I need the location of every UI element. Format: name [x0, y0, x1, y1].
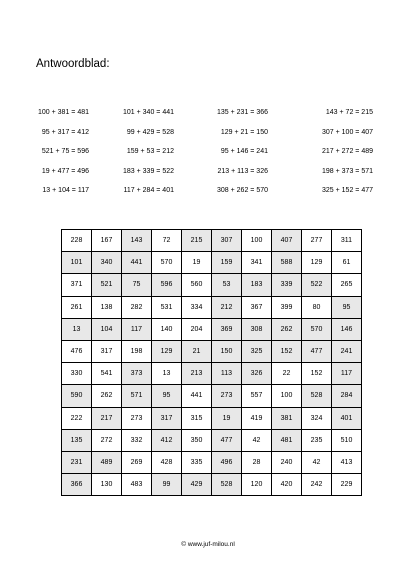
grid-cell: 228	[62, 230, 92, 252]
sum-item: 101 + 340 = 441	[123, 109, 174, 116]
grid-cell: 140	[152, 318, 182, 340]
grid-cell: 273	[212, 385, 242, 407]
grid-cell: 330	[62, 363, 92, 385]
grid-row	[62, 252, 362, 274]
grid-cell: 510	[332, 429, 362, 451]
sum-item: 117 + 284 = 401	[123, 187, 174, 194]
grid-row	[62, 451, 362, 473]
grid-cell: 441	[122, 252, 152, 274]
grid-cell: 273	[122, 407, 152, 429]
grid-cell: 521	[92, 274, 122, 296]
grid-cell: 420	[272, 474, 302, 496]
sum-item: 521 + 75 = 596	[41, 148, 89, 155]
grid-cell: 13	[152, 363, 182, 385]
grid-cell: 150	[212, 340, 242, 362]
grid-cell: 325	[242, 340, 272, 362]
grid-row	[62, 230, 362, 252]
grid-cell: 570	[302, 318, 332, 340]
grid-cell: 204	[182, 318, 212, 340]
grid-cell: 317	[92, 340, 122, 362]
grid-cell: 477	[302, 340, 332, 362]
grid-cell: 19	[212, 407, 242, 429]
grid-cell: 531	[152, 296, 182, 318]
grid-cell: 588	[272, 252, 302, 274]
grid-cell: 371	[62, 274, 92, 296]
grid-cell: 496	[212, 451, 242, 473]
grid-cell: 528	[212, 474, 242, 496]
grid-cell: 476	[62, 340, 92, 362]
grid-cell: 104	[92, 318, 122, 340]
grid-cell: 570	[152, 252, 182, 274]
grid-cell: 366	[62, 474, 92, 496]
grid-cell: 282	[122, 296, 152, 318]
grid-cell: 262	[92, 385, 122, 407]
sum-item: 217 + 272 = 489	[322, 148, 373, 155]
grid-cell: 308	[242, 318, 272, 340]
grid-cell: 129	[302, 252, 332, 274]
grid-cell: 541	[92, 363, 122, 385]
grid-cell: 428	[152, 451, 182, 473]
grid-cell: 429	[182, 474, 212, 496]
grid-cell: 231	[62, 451, 92, 473]
grid-cell: 53	[212, 274, 242, 296]
grid-cell: 401	[332, 407, 362, 429]
grid-cell: 95	[152, 385, 182, 407]
grid-cell: 138	[92, 296, 122, 318]
sums-list	[30, 108, 378, 198]
grid-cell: 335	[182, 451, 212, 473]
grid-cell: 117	[122, 318, 152, 340]
grid-cell: 528	[302, 385, 332, 407]
sum-item: 100 + 381 = 481	[38, 109, 89, 116]
answer-grid	[61, 229, 362, 496]
grid-cell: 407	[272, 230, 302, 252]
grid-cell: 152	[272, 340, 302, 362]
grid-cell: 229	[332, 474, 362, 496]
sum-item: 213 + 113 = 326	[217, 167, 268, 175]
grid-cell: 596	[152, 274, 182, 296]
sum-item: 143 + 72 = 215	[325, 109, 373, 116]
grid-cell: 477	[212, 429, 242, 451]
grid-cell: 324	[302, 407, 332, 429]
grid-cell: 135	[62, 429, 92, 451]
grid-cell: 212	[212, 296, 242, 318]
grid-cell: 326	[242, 363, 272, 385]
grid-cell: 28	[242, 451, 272, 473]
grid-row	[62, 429, 362, 451]
grid-cell: 483	[122, 474, 152, 496]
grid-cell: 222	[62, 407, 92, 429]
grid-cell: 183	[242, 274, 272, 296]
grid-cell: 159	[212, 252, 242, 274]
grid-cell: 284	[332, 385, 362, 407]
grid-cell: 213	[182, 363, 212, 385]
grid-cell: 317	[152, 407, 182, 429]
grid-cell: 95	[332, 296, 362, 318]
grid-cell: 120	[242, 474, 272, 496]
grid-cell: 340	[92, 252, 122, 274]
grid-cell: 152	[302, 363, 332, 385]
sum-item: 308 + 262 = 570	[217, 187, 268, 194]
grid-cell: 146	[332, 318, 362, 340]
grid-row	[62, 296, 362, 318]
grid-cell: 332	[122, 429, 152, 451]
grid-cell: 441	[182, 385, 212, 407]
grid-cell: 381	[272, 407, 302, 429]
grid-cell: 315	[182, 407, 212, 429]
footer-copyright: © www.juf-milou.nl	[181, 541, 235, 548]
grid-cell: 215	[182, 230, 212, 252]
grid-cell: 571	[122, 385, 152, 407]
sum-item: 19 + 477 = 496	[41, 167, 89, 175]
grid-cell: 412	[152, 429, 182, 451]
grid-cell: 590	[62, 385, 92, 407]
sum-item: 198 + 373 = 571	[322, 167, 373, 175]
grid-cell: 489	[92, 451, 122, 473]
sum-item: 95 + 317 = 412	[41, 128, 89, 136]
grid-cell: 272	[92, 429, 122, 451]
grid-cell: 113	[212, 363, 242, 385]
sum-item: 307 + 100 = 407	[322, 128, 373, 136]
grid-cell: 341	[242, 252, 272, 274]
grid-cell: 21	[182, 340, 212, 362]
grid-cell: 61	[332, 252, 362, 274]
grid-cell: 217	[92, 407, 122, 429]
grid-row	[62, 318, 362, 340]
grid-cell: 481	[272, 429, 302, 451]
sum-item: 129 + 21 = 150	[220, 128, 268, 136]
page-title: Antwoordblad:	[36, 58, 110, 70]
grid-cell: 261	[62, 296, 92, 318]
grid-cell: 399	[272, 296, 302, 318]
grid-cell: 101	[62, 252, 92, 274]
grid-cell: 413	[332, 451, 362, 473]
grid-cell: 42	[302, 451, 332, 473]
grid-cell: 99	[152, 474, 182, 496]
grid-cell: 334	[182, 296, 212, 318]
grid-cell: 72	[152, 230, 182, 252]
grid-cell: 130	[92, 474, 122, 496]
grid-cell: 311	[332, 230, 362, 252]
grid-cell: 262	[272, 318, 302, 340]
grid-cell: 198	[122, 340, 152, 362]
sum-item: 135 + 231 = 366	[217, 109, 268, 116]
grid-row	[62, 385, 362, 407]
grid-cell: 522	[302, 274, 332, 296]
grid-cell: 277	[302, 230, 332, 252]
grid-cell: 13	[62, 318, 92, 340]
grid-cell: 117	[332, 363, 362, 385]
sum-item: 183 + 339 = 522	[123, 167, 174, 175]
grid-row	[62, 274, 362, 296]
grid-cell: 339	[272, 274, 302, 296]
grid-row	[62, 340, 362, 362]
grid-cell: 240	[272, 451, 302, 473]
sum-item: 13 + 104 = 117	[42, 187, 89, 194]
grid-cell: 241	[332, 340, 362, 362]
grid-cell: 269	[122, 451, 152, 473]
grid-cell: 129	[152, 340, 182, 362]
grid-cell: 557	[242, 385, 272, 407]
grid-cell: 42	[242, 429, 272, 451]
grid-cell: 143	[122, 230, 152, 252]
grid-cell: 100	[272, 385, 302, 407]
grid-cell: 167	[92, 230, 122, 252]
grid-cell: 419	[242, 407, 272, 429]
grid-cell: 369	[212, 318, 242, 340]
grid-cell: 22	[272, 363, 302, 385]
sum-item: 99 + 429 = 528	[126, 128, 174, 136]
grid-row	[62, 474, 362, 496]
grid-cell: 373	[122, 363, 152, 385]
sum-item: 95 + 146 = 241	[220, 148, 268, 155]
grid-cell: 265	[332, 274, 362, 296]
grid-cell: 350	[182, 429, 212, 451]
grid-cell: 19	[182, 252, 212, 274]
grid-row	[62, 363, 362, 385]
grid-cell: 560	[182, 274, 212, 296]
grid-cell: 75	[122, 274, 152, 296]
grid-cell: 242	[302, 474, 332, 496]
sum-item: 159 + 53 = 212	[126, 148, 174, 155]
grid-cell: 100	[242, 230, 272, 252]
grid-cell: 367	[242, 296, 272, 318]
sum-item: 325 + 152 = 477	[322, 187, 373, 194]
grid-row	[62, 407, 362, 429]
grid-cell: 80	[302, 296, 332, 318]
grid-cell: 235	[302, 429, 332, 451]
grid-cell: 307	[212, 230, 242, 252]
